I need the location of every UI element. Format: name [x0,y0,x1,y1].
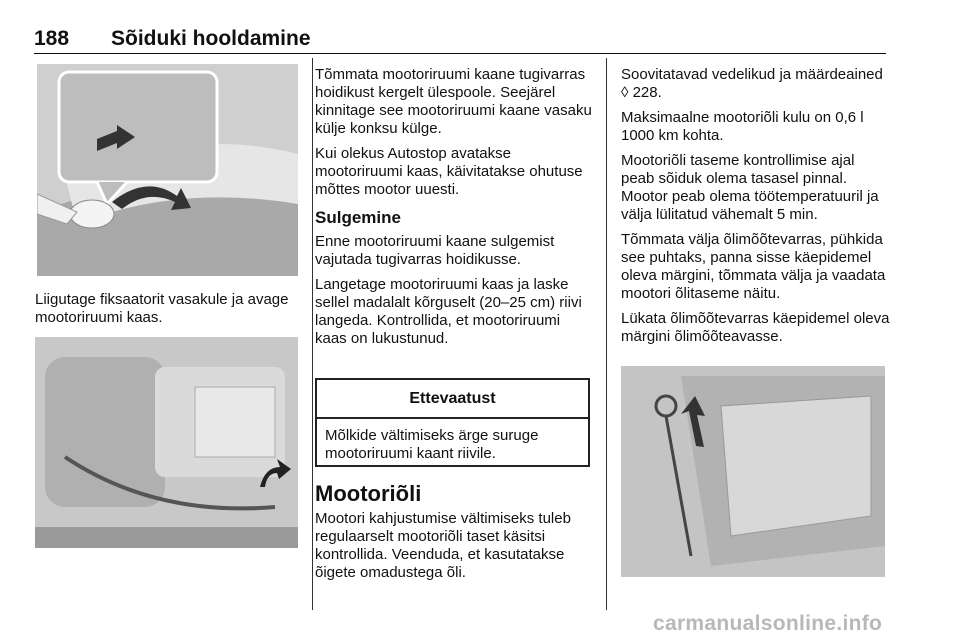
dipstick-illustration [621,366,885,577]
caution-title: Ettevaatust [317,380,588,419]
column-2-text [315,66,595,355]
paragraph-autostop: Kui olekus Autostop avatakse mootoriruumi kaas, käivitatakse ohutuse mõttes mootor uuesti. [315,145,583,198]
page-title: Sõiduki hooldamine [111,27,311,50]
oil-section [315,481,595,589]
column-divider-1 [312,58,313,610]
caution-box [315,378,590,467]
column-divider-2 [606,58,607,610]
paragraph-dipstick-insert: Lükata õlimõõtevarras käepidemel oleva märgini õlimõõteavasse. [621,310,890,345]
paragraph-oil-check: Mootori kahjustumise vältimiseks tuleb regulaarselt mootoriõli taset käsitsi kontrollida. Veenduda, et kasutatakse õigete omadustega õli. [315,510,571,581]
paragraph-oil-consumption: Maksimaalne mootoriõli kulu on 0,6 l 1000 km kohta. [621,109,864,144]
paragraph-recommended-fluids: Soovitatavad vedelikud ja määrdeained ◊ 228. [621,66,883,101]
caption-open-hood: Liigutage fiksaatorit vasakule ja avage mootoriruumi kaas. [35,291,289,326]
page-number: 188 [34,27,70,50]
header-rule [34,53,886,54]
paragraph-support-rod: Tõmmata mootoriruumi kaane tugivarras hoidikust kergelt ülespoole. Seejärel kinnitage see mootoriruumi kaane vasaku külje konksu külge. [315,66,592,137]
column-3-text [621,66,891,353]
engine-bay-support-rod-illustration [35,337,298,548]
heading-engine-oil: Mootoriõli [315,481,422,506]
paragraph-level-conditions: Mootoriõli taseme kontrollimise ajal peab sõiduk olema tasasel pinnal. Mootor peab olema töötemperatuuril ja välja lülitatud vähemalt 5 min. [621,152,879,223]
paragraph-closing-2: Langetage mootoriruumi kaas ja laske sellel madalalt kõrguselt (20–25 cm) riivi langeda. Kontrollida, et mootoriruumi kaas on lukustunud. [315,276,582,347]
caution-body: Mõlkide vältimiseks ärge suruge mootoriruumi kaant riivile. [325,427,539,462]
paragraph-dipstick-procedure: Tõmmata välja õlimõõtevarras, pühkida see puhtaks, panna sisse käepidemel oleva märgini, tõmmata välja ja vaadata mootori õlitaseme näitu. [621,231,886,302]
paragraph-closing-1: Enne mootoriruumi kaane sulgemist vajutada tugivarras hoidikusse. [315,233,555,268]
heading-closing: Sulgemine [315,208,401,227]
watermark: carmanualsonline.info [653,612,883,635]
hood-release-illustration [37,64,298,276]
